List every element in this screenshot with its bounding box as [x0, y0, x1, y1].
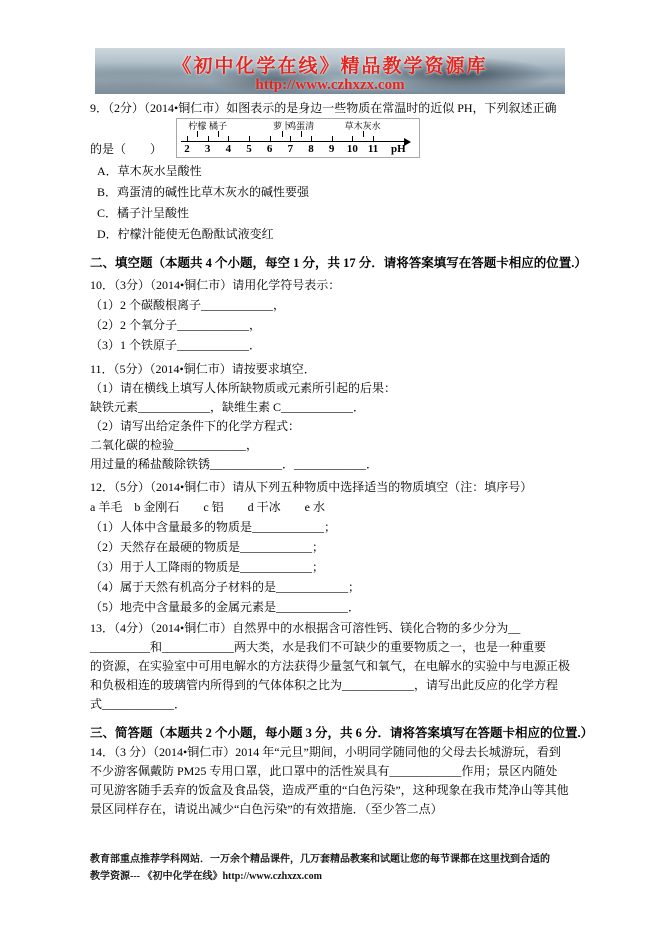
page-footer [90, 851, 577, 885]
ph-tick-label: 11 [367, 143, 379, 155]
ph-tick-label: 4 [225, 143, 232, 155]
ph-tick [249, 136, 250, 142]
q13-line-4: 和负极相连的玻璃管内所得到的气体体积之比为____________，请写出此反应的化学方程 [90, 678, 559, 692]
q13-line-1: 13．（4分）（2014•铜仁市）自然界中的水根据含可溶性钙、镁化合物的多少分为__ [90, 621, 521, 635]
footer-line-1: 教育部重点推荐学科网站．一万余个精品课件，几万套精品教案和试题让您的每节课都在这里找到合适的 [90, 854, 550, 865]
q12-item-2: （2）天然存在最硬的物质是____________； [90, 540, 325, 554]
ph-substance-tick [282, 131, 283, 137]
footer-line-2-text: 教学资源--- 《初中化学在线》 [90, 871, 223, 882]
q12-intro: 12．（5分）（2014•铜仁市）请从下列五种物质中选择适当的物质填空（注：填序号） [90, 480, 533, 494]
q10-intro: 10．（3分）（2014•铜仁市）请用化学符号表示： [90, 278, 341, 292]
ph-tick [187, 136, 188, 142]
q10-item-1: （1）2 个碳酸根离子____________， [90, 298, 286, 312]
ph-tick [228, 136, 229, 142]
question-12 [90, 477, 577, 617]
ph-tick-label: 2 [184, 143, 190, 155]
q14-line-3: 可见游客随手丢弃的饭盒及食品袋，造成严重的“白色污染”，这种现象在我市梵净山等其他 [90, 783, 569, 797]
ph-tick [311, 136, 312, 142]
question-10 [90, 275, 577, 355]
q14-line-1: 14．（3 分）（2014•铜仁市）2014 年“元旦”期间，小明同学随同他的父母去长城游玩，看到 [90, 745, 561, 759]
q12-item-4: （4）属于天然有机高分子材料的是____________； [90, 580, 361, 594]
ph-substance-tick [197, 131, 198, 137]
ph-axis-line [181, 141, 405, 142]
q10-item-3: （3）1 个铁原子____________． [90, 338, 262, 352]
ph-tick [290, 136, 291, 142]
ph-substance-label: 橘子 [209, 121, 228, 131]
section3-header: 三、简答题（本题共 2 个小题，每小题 3 分，共 6 分．请将答案填写在答题卡相应的位置.） [90, 726, 594, 740]
q14-line-4: 景区同样存在，请说出减少“白色污染”的有效措施．（至少答二点） [90, 802, 443, 816]
banner-link[interactable]: http://www.czhxzx.com [255, 77, 405, 93]
q11-line-3: （2）请写出给定条件下的化学方程式： [90, 419, 301, 433]
footer-line-2 [90, 868, 577, 885]
q11-intro: 11．（5分）（2014•铜仁市）请按要求填空． [90, 362, 316, 376]
ph-substance-label: 萝卜 [273, 121, 292, 131]
ph-tick [332, 136, 333, 142]
ph-tick-label: 5 [246, 143, 252, 155]
ph-tick-label: 9 [328, 143, 335, 155]
section2-header: 二、填空题（本题共 4 个小题，每空 1 分，共 17 分．请将答案填写在答题卡相应的位置.） [90, 256, 587, 270]
ph-substance-tick [301, 131, 302, 137]
q13-line-2: __________和____________两大类，水是我们不可缺少的重要物质之一，也是一种重要 [90, 640, 547, 654]
ph-tick-label: 3 [204, 143, 211, 155]
q11-line-2: 缺铁元素____________，缺维生素 C____________． [90, 400, 366, 414]
ph-tick-label: 10 [346, 143, 358, 155]
q9-options [90, 161, 577, 245]
ph-substance-tick [218, 131, 219, 137]
ph-tick [270, 136, 271, 142]
q12-item-1: （1）人体中含量最多的物质是____________； [90, 520, 337, 534]
q13-line-5: 式____________． [90, 697, 187, 711]
q14-line-2: 不少游客佩戴防 PM25 专用口罩，此口罩中的活性炭具有____________作用；景区内随处 [90, 764, 558, 778]
content [0, 48, 661, 885]
q12-item-3: （3）用于人工降雨的物质是____________； [90, 560, 325, 574]
ph-tick-label: 6 [266, 143, 273, 155]
ph-substance-label: 柠檬 [188, 121, 207, 131]
q9-option-c: C．橘子汁呈酸性 [97, 206, 190, 220]
footer-link[interactable]: http://www.czhxzx.com [222, 871, 322, 882]
q11-line-1: （1）请在横线上填写人体所缺物质或元素所引起的后果： [90, 381, 397, 395]
q12-item-5: （5）地壳中含量最多的金属元素是____________． [90, 600, 361, 614]
question-14 [90, 743, 577, 819]
ph-tick-label: 8 [308, 143, 314, 155]
ph-tick-label: 7 [287, 143, 294, 155]
ph-tick [352, 136, 353, 142]
banner-title: 《初中化学在线》精品教学资源库 [172, 56, 488, 77]
q9-option-d: D．柠檬汁能使无色酚酞试液变红 [97, 227, 274, 241]
q9-diagram-row [90, 118, 577, 158]
q12-choices: a 羊毛 b 金刚石 c 铝 d 干冰 e 水 [90, 500, 325, 514]
site-banner [95, 48, 565, 94]
q9-stem-line1: 9．（2分）（2014•铜仁市）如图表示的是身边一些物质在常温时的近似 PH，下列叙述正确 [90, 101, 557, 115]
q9-option-b: B．鸡蛋清的碱性比草木灰水的碱性要强 [97, 185, 310, 199]
q13-line-3: 的资源，在实验室中可用电解水的方法获得少量氢气和氧气，在电解水的实验中与电源正极 [90, 659, 571, 673]
ph-diagram [176, 118, 420, 158]
q11-line-4: 二氧化碳的检验____________， [90, 438, 259, 452]
ph-axis-label: pH [391, 143, 406, 155]
q10-item-2: （2）2 个氧分子____________， [90, 318, 262, 332]
ph-substance-label: 草木灰水 [344, 121, 381, 131]
ph-substance-label: 鸡蛋清 [287, 121, 315, 131]
q11-line-5: 用过量的稀盐酸除铁锈____________．____________． [90, 457, 379, 471]
question-11 [90, 359, 577, 474]
ph-substance-tick [363, 131, 364, 137]
q9-stem-line2: 的是（ ） [90, 142, 163, 156]
ph-tick [373, 136, 374, 142]
question-13 [90, 619, 577, 714]
ph-tick [208, 136, 209, 142]
q9-option-a: A．草木灰水呈酸性 [97, 164, 202, 178]
